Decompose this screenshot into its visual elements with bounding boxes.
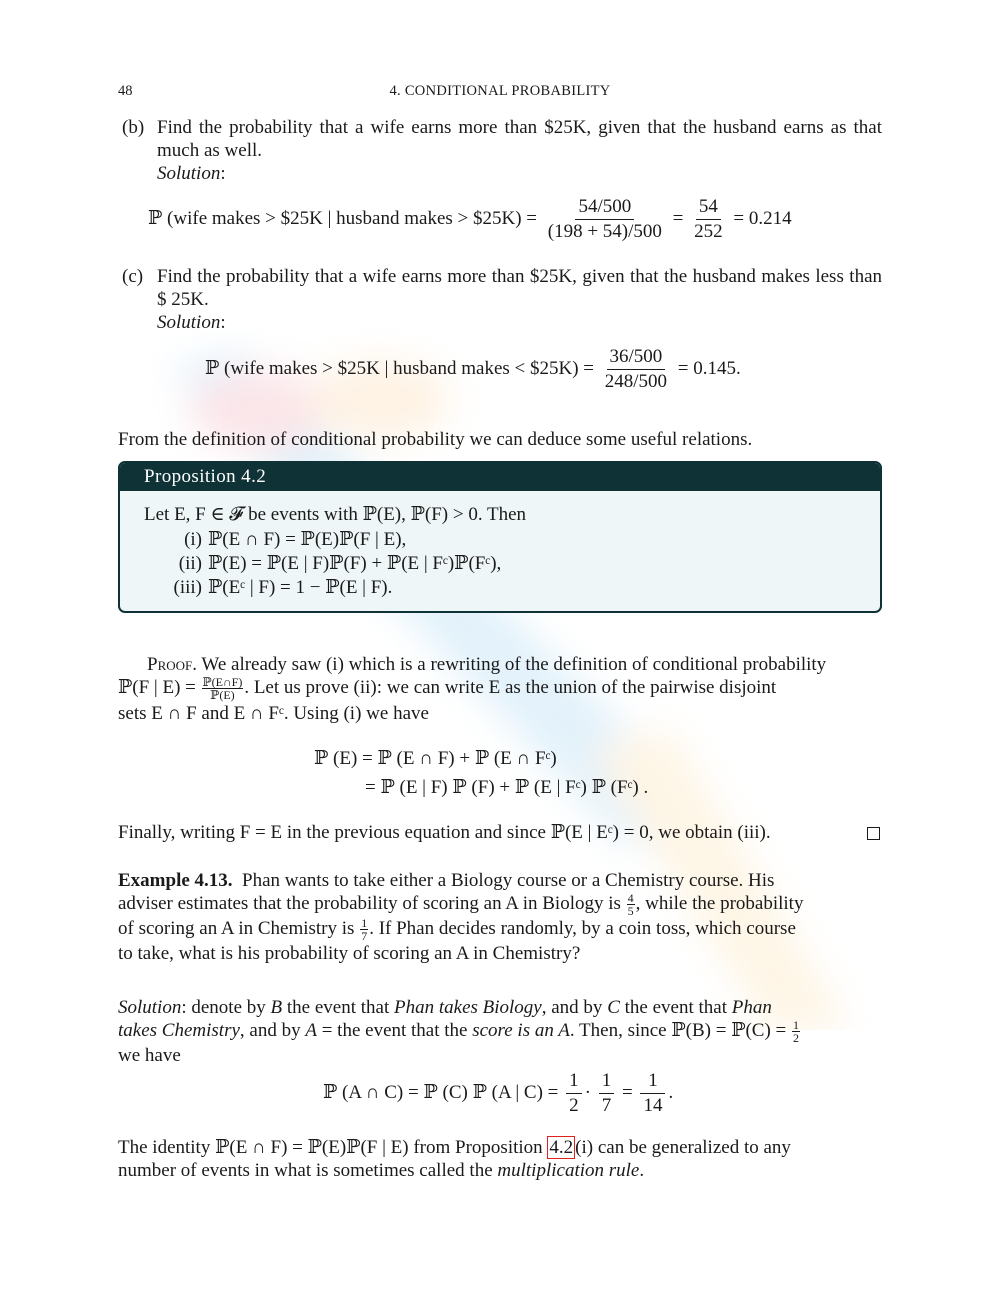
part-b-question: Find the probability that a wife earns more than $25K, given that the husband earns as that much as well. <box>157 117 882 161</box>
part-b-label: (b) <box>122 117 145 138</box>
fraction: $\frac{1}{7}$ <box>599 1070 615 1117</box>
part-c-equation <box>205 346 741 393</box>
proposition-item: (iii) ℙ(Eᶜ | F) = 1 − ℙ(E | F). <box>173 577 393 598</box>
part-b: (b) Find the probability that a wife earns more than $25K, given that the husband earns as that much as well. Solution: <box>122 117 882 184</box>
proposition-item: (ii) ℙ(E) = ℙ(E | F)ℙ(F) + ℙ(E | Fᶜ)ℙ(Fᶜ), <box>178 553 502 574</box>
solution-label: Solution <box>118 997 182 1018</box>
multiplication-rule-term: multiplication rule <box>497 1160 640 1181</box>
fraction-1-2: $\frac{1}{2}$ <box>793 1018 800 1046</box>
fraction: $\frac{54/500}{(198 + 54)/500}$ <box>547 196 662 242</box>
proposition-item: (i) ℙ(E ∩ F) = ℙ(E)ℙ(F | E), <box>184 529 407 550</box>
proposition-title: Proposition 4.2 <box>120 463 880 491</box>
example-label: Example 4.13. <box>118 870 233 891</box>
part-c-question: Find the probability that a wife earns more than $25K, given that the husband makes less than $ 25K. <box>157 266 882 310</box>
part-c-result: = 0.145. <box>677 357 741 379</box>
eq-lhs: ℙ (wife makes > $25K | husband makes > $25K) = <box>148 207 537 229</box>
proposition-statement: Let E, F ∈ 𝓕 be events with ℙ(E), ℙ(F) > 0. Then <box>144 504 527 525</box>
fraction: $\frac{1}{14}$ <box>640 1070 665 1117</box>
example-4-13: Example 4.13. Phan wants to take either a Biology course or a Chemistry course. His adviser estimates that the probability of scoring an A in Biology is $\frac{4}{5}$ , while the probability of scoring an A in Chemistry is $\frac{1}{7}$ . If Phan decides randomly, by a coin toss, which course to take, what is his probability of scoring an A in Chemistry? <box>118 870 804 965</box>
solution-equation: ℙ (A ∩ C) = ℙ (C) ℙ (A | C) = $\frac{1}{2}$ · $\frac{1}{7}$ = $\frac{1}{14}$ . <box>323 1070 674 1116</box>
page-number: 48 <box>118 83 133 99</box>
intro-sentence: From the definition of conditional probability we can deduce some useful relations. <box>118 429 753 450</box>
eq-lhs: ℙ (wife makes > $25K | husband makes < $25K) = <box>205 357 594 379</box>
part-c-label: (c) <box>122 266 144 287</box>
closing-paragraph: The identity ℙ(E ∩ F) = ℙ(E)ℙ(F | E) from Proposition 4.2 (i) can be generalized to any number of events in what is sometimes called the multiplication rule. <box>118 1137 791 1181</box>
qed-square-icon <box>867 827 880 840</box>
part-c-solution-label: Solution <box>157 312 221 333</box>
proposition-box <box>118 461 882 613</box>
part-b-solution-label: Solution <box>157 163 221 184</box>
fraction-1-7: $\frac{1}{7}$ <box>361 916 368 944</box>
chapter-title: 4. CONDITIONAL PROBABILITY <box>389 83 611 99</box>
proof-label: Proof. <box>147 654 197 675</box>
proof-paragraph: Proof. We already saw (i) which is a rewriting of the definition of conditional probability ℙ(F | E) = $\frac{\text{ℙ(E∩F)}}{\text{ℙ(E)}}$ . Let us prove (ii): we can write E as the union of the pairwise disjoint sets E ∩ F and E ∩ Fᶜ. Using (i) we have <box>118 654 827 724</box>
fraction: $\frac{1}{2}$ <box>566 1070 582 1117</box>
fraction-4-5: $\frac{4}{5}$ <box>627 891 634 919</box>
part-c: (c) Find the probability that a wife earns more than $25K, given that the husband makes less than $ 25K. Solution: <box>122 266 882 333</box>
fraction: $\frac{54}{252}$ <box>694 196 723 242</box>
proof-equation-line1: ℙ (E) = ℙ (E ∩ F) + ℙ (E ∩ Fᶜ) <box>314 748 557 769</box>
part-b-equation: ℙ (wife makes > $25K | husband makes > $25K) = $\frac{54/500}{(198 + 54)/500}$ = $\frac{54}{252}$ = 0.214 <box>148 196 792 242</box>
example-solution: Solution: denote by B the event that Phan takes Biology, and by C the event that Phan takes Chemistry, and by A = the event that the score is an A. Then, since ℙ(B) = ℙ(C) = $\frac{1}{2}$ we have <box>118 997 800 1067</box>
fraction: $\frac{\text{ℙ(E∩F)}}{\text{ℙ(E)}}$ <box>202 675 243 703</box>
proof-equation-line2: = ℙ (E | F) ℙ (F) + ℙ (E | Fᶜ) ℙ (Fᶜ) . <box>365 777 649 798</box>
fraction: $\frac{36/500}{248/500}$ <box>604 346 668 392</box>
proposition-reference-link[interactable]: 4.2 <box>549 1137 574 1158</box>
proof-closing: Finally, writing F = E in the previous equation and since ℙ(E | Eᶜ) = 0, we obtain (iii). <box>118 821 882 844</box>
part-b-result: = 0.214 <box>733 207 792 229</box>
